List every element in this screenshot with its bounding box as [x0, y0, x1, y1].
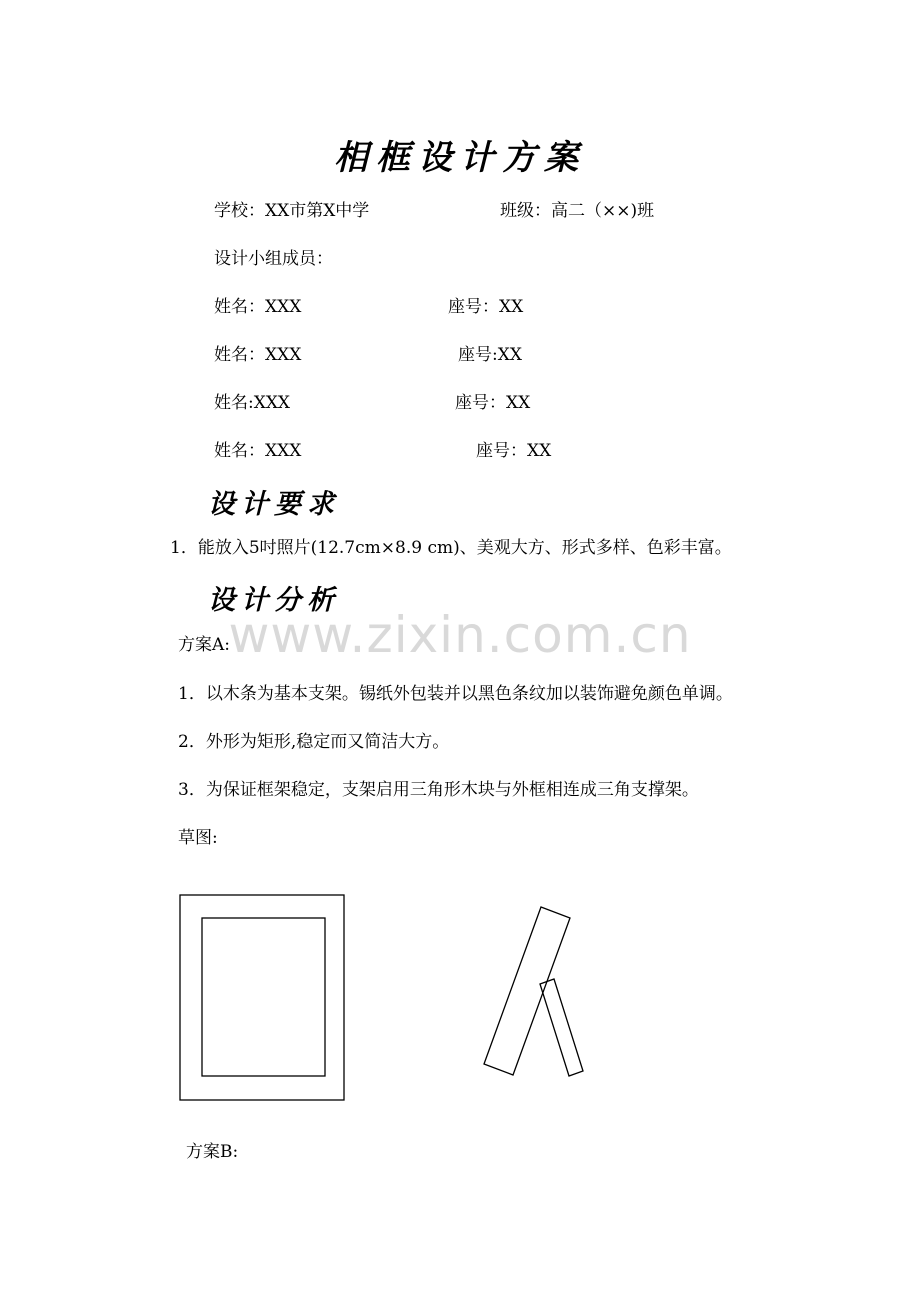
member-seat: 座号：XX [476, 441, 552, 461]
plan-a-item: 3．为保证框架稳定，支架启用三角形木块与外框相连成三角支撑架。 [178, 780, 699, 800]
requirement-item: 1．能放入5吋照片(12.7cm×8.9 cm)、美观大方、形式多样、色彩丰富。 [170, 538, 732, 558]
frame-side-view [484, 907, 583, 1076]
class-label: 班级：高二（××)班 [500, 201, 655, 221]
frame-inner-border [202, 918, 325, 1076]
group-members-label: 设计小组成员： [214, 249, 333, 269]
requirements-heading: 设计要求 [208, 489, 340, 520]
member-seat: 座号：XX [448, 297, 524, 317]
frame-support-leg [540, 979, 583, 1076]
frame-panel [484, 907, 570, 1075]
document-title: 相框设计方案 [334, 138, 586, 178]
watermark: www.zixin.com.cn [228, 606, 692, 664]
sketch-label: 草图: [178, 828, 218, 848]
member-seat: 座号：XX [455, 393, 531, 413]
plan-a-label: 方案A: [178, 635, 231, 655]
member-name: 姓名：XXX [214, 297, 302, 317]
member-seat: 座号:XX [458, 345, 522, 365]
plan-a-item: 1．以木条为基本支架。锡纸外包装并以黑色条纹加以装饰避免颜色单调。 [178, 684, 733, 704]
analysis-heading: 设计分析 [208, 585, 340, 616]
plan-a-item: 2．外形为矩形,稳定而又简洁大方。 [178, 732, 450, 752]
plan-b-label: 方案B: [186, 1142, 239, 1162]
member-name: 姓名:XXX [214, 393, 291, 413]
frame-front-view [180, 895, 344, 1100]
member-name: 姓名：XXX [214, 345, 302, 365]
frame-outer-border [180, 895, 344, 1100]
school-label: 学校：XX市第X中学 [214, 201, 370, 221]
member-name: 姓名：XXX [214, 441, 302, 461]
